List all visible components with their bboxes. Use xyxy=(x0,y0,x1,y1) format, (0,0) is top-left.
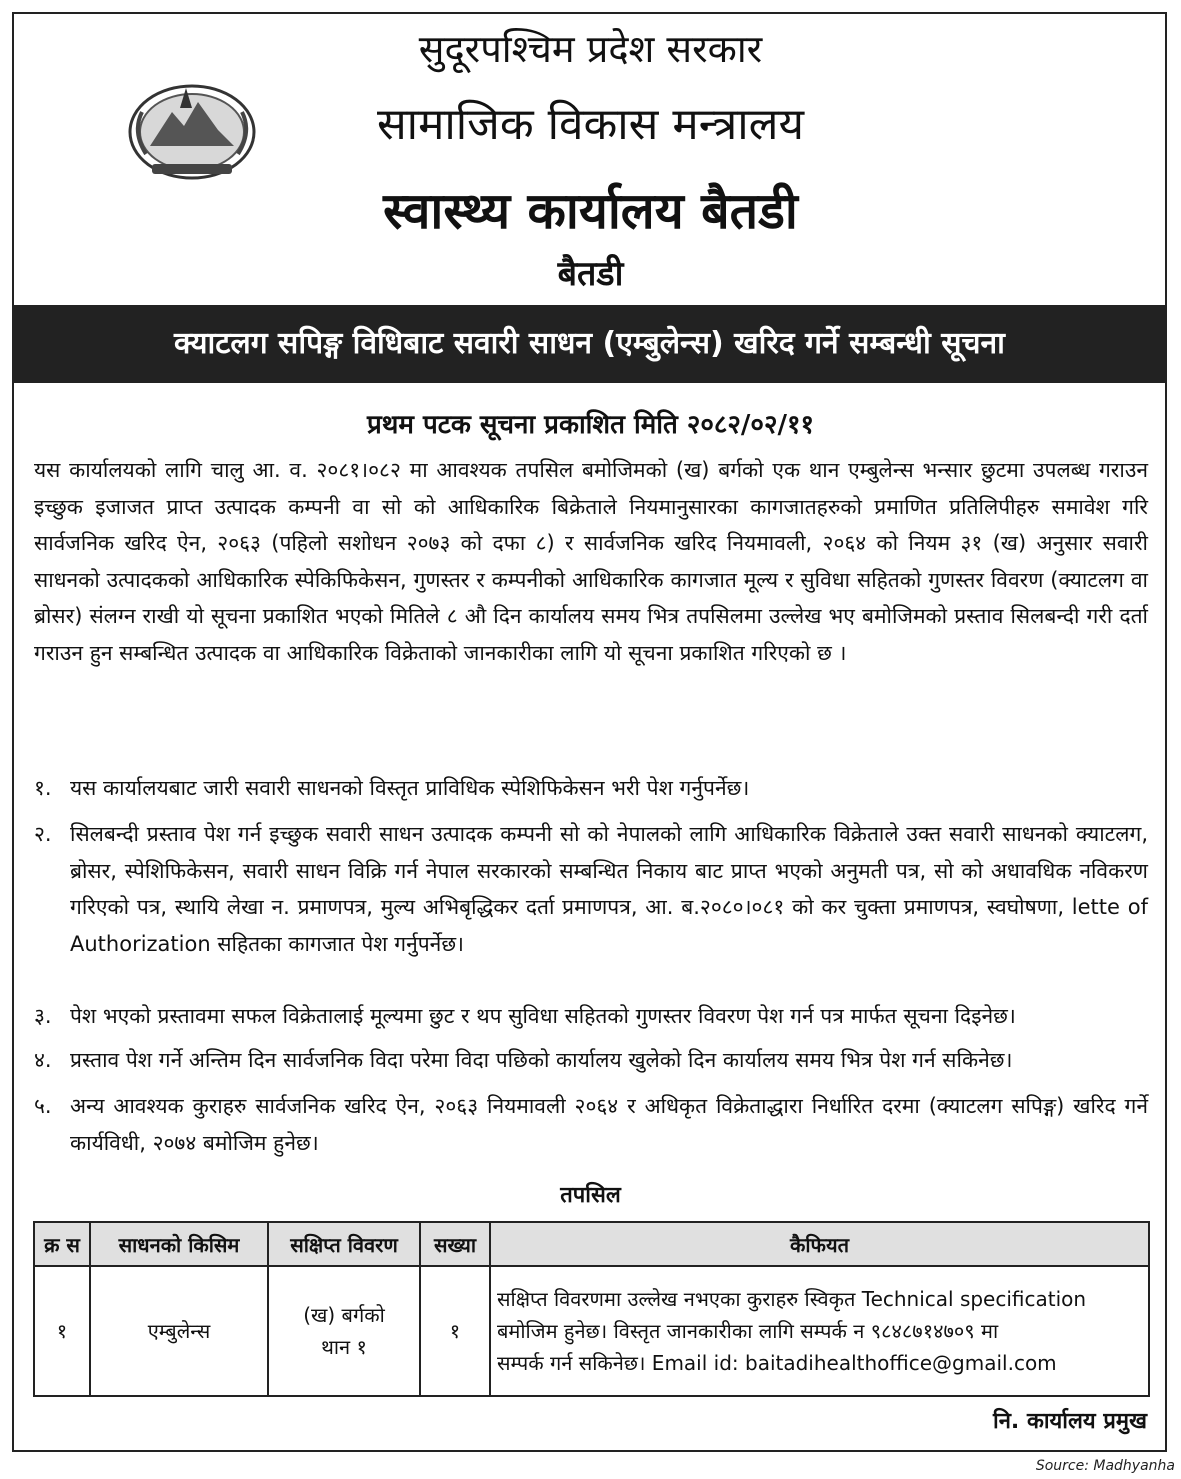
list-item xyxy=(34,816,1148,962)
list-item-text: अन्य आवश्यक कुराहरु सार्वजनिक खरिद ऐन, २०६३ नियमावली २०६४ र अधिकृत विक्रेताद्धारा निर्धारित दरमा (क्याटलग सपिङ्ग) खरिद गर्ने कार्यविधी, २०७४ बमोजिम हुनेछ। xyxy=(70,1094,1148,1155)
office-heading: स्वास्थ्य कार्यालय बैतडी xyxy=(383,182,798,240)
remarks-line: सम्पर्क गर्न सकिनेछ। Email id: baitadihealthoffice@gmail.com xyxy=(497,1351,1057,1375)
cell-type: एम्बुलेन्स xyxy=(90,1266,268,1396)
publish-date: प्रथम पटक सूचना प्रकाशित मिति २०८२/०२/११ xyxy=(366,410,815,440)
list-item xyxy=(34,998,1148,1035)
ministry-heading: सामाजिक विकास मन्त्रालय xyxy=(376,99,805,150)
list-item xyxy=(34,1042,1148,1079)
signatory-title: नि. कार्यालय प्रमुख xyxy=(993,1409,1147,1434)
cell-serial: १ xyxy=(34,1266,90,1396)
list-item-number: ५. xyxy=(34,1094,52,1118)
table-header-row xyxy=(34,1222,1149,1266)
province-government-heading: सुदूरपश्चिम प्रदेश सरकार xyxy=(418,27,763,71)
column-header-type: साधनको किसिम xyxy=(90,1222,268,1266)
list-item-text: यस कार्यालयबाट जारी सवारी साधनको विस्तृत प्राविधिक स्पेशिफिकेसन भरी पेश गर्नुपर्नेछ। xyxy=(70,776,750,800)
column-header-remarks: कैफियत xyxy=(490,1222,1149,1266)
intro-paragraph: यस कार्यालयको लागि चालु आ. व. २०८१।०८२ मा आवश्यक तपसिल बमोजिमको (ख) बर्गको एक थान एम्बुलेन्स भन्सार छुटमा उपलब्ध गराउन इच्छुक इजाजत प्राप्त उत्पादक कम्पनी वा सो को आधिकारिक बिक्रेताले नियमानुसारका कागजातहरुको प्रमाणित प्रतिलिपीहरु समावेश गरि सार्वजनिक खरिद ऐन, २०६३ (पहिलो सशोधन २०७३ को दफा ८) र सार्वजनिक खरिद नियमावली, २०६४ को नियम ३१ (ख) अनुसार सवारी साधनको उत्पादकको आधिकारिक स्पेकिफिकेसन, गुणस्तर र कम्पनीको आधिकारिक कागजात मूल्य र सुविधा सहितको गुणस्तर विवरण (क्याटलग वा ब्रोसर) संलग्न राखी यो सूचना प्रकाशित भएको मितिले ८ औ दिन कार्यालय समय भित्र तपसिलमा उल्लेख भए बमोजिमको प्रस्ताव सिलबन्दी गरी दर्ता गराउन हुन सम्बन्धित उत्पादक वा आधिकारिक विक्रेताको जानकारीका लागि यो सूचना प्रकाशित गरिएको छ । xyxy=(34,458,1148,665)
list-item-number: ४. xyxy=(34,1048,52,1072)
list-item-number: २. xyxy=(34,822,52,846)
description-line: (ख) बर्गको xyxy=(303,1303,385,1327)
cell-description xyxy=(268,1266,420,1396)
column-header-quantity: सख्या xyxy=(420,1222,490,1266)
cell-quantity: १ xyxy=(420,1266,490,1396)
list-item-text: प्रस्ताव पेश गर्ने अन्तिम दिन सार्वजनिक विदा परेमा विदा पछिको कार्यालय खुलेको दिन कार्यालय समय भित्र पेश गर्न सकिनेछ। xyxy=(70,1048,1013,1072)
list-item-text: सिलबन्दी प्रस्ताव पेश गर्न इच्छुक सवारी साधन उत्पादक कम्पनी सो को नेपालको लागि आधिकारिक विक्रेताले उक्त सवारी साधनको क्याटलग, ब्रोसर, स्पेशिफिकेसन, सवारी साधन विक्रि गर्न नेपाल सरकारको सम्बन्धित निकाय बाट प्राप्त भएको अनुमती पत्र, सो को अधावधिक नविकरण गरिएको पत्र, स्थायि लेखा न. प्रमाणपत्र, मुल्य अभिबृद्धिकर दर्ता प्रमाणपत्र, आ. ब.२०८०।०८१ को कर चुक्ता प्रमाणपत्र, स्वघोषणा, lette of Authorization सहितका कागजात पेश गर्नुपर्नेछ। xyxy=(70,822,1148,956)
list-item-number: १. xyxy=(34,776,52,800)
column-header-serial: क्र स xyxy=(34,1222,90,1266)
remarks-line: बमोजिम हुनेछ। विस्तृत जानकारीका लागि सम्पर्क न ९८४८७१४७०९ मा xyxy=(497,1319,999,1343)
cell-remarks xyxy=(490,1266,1149,1396)
source-credit: Source: Madhyanha xyxy=(1035,1458,1175,1474)
remarks-line: सक्षिप्त विवरणमा उल्लेख नभएका कुराहरु स्विकृत Technical specification xyxy=(497,1287,1087,1311)
office-location: बैतडी xyxy=(557,254,624,294)
column-header-description: सक्षिप्त विवरण xyxy=(268,1222,420,1266)
notice-title-banner: क्याटलग सपिङ्ग विधिबाट सवारी साधन (एम्बुलेन्स) खरिद गर्ने सम्बन्धी सूचना xyxy=(14,305,1165,383)
schedule-table xyxy=(33,1221,1150,1397)
list-item-text: पेश भएको प्रस्तावमा सफल विक्रेतालाई मूल्यमा छुट र थप सुविधा सहितको गुणस्तर विवरण पेश गर्न पत्र मार्फत सूचना दिइनेछ। xyxy=(70,1004,1016,1028)
list-item xyxy=(34,1088,1148,1161)
list-item xyxy=(34,770,1148,807)
list-item-number: ३. xyxy=(34,1004,52,1028)
table-row xyxy=(34,1266,1149,1396)
description-line: थान १ xyxy=(321,1335,367,1359)
schedule-title: तपसिल xyxy=(560,1183,621,1208)
